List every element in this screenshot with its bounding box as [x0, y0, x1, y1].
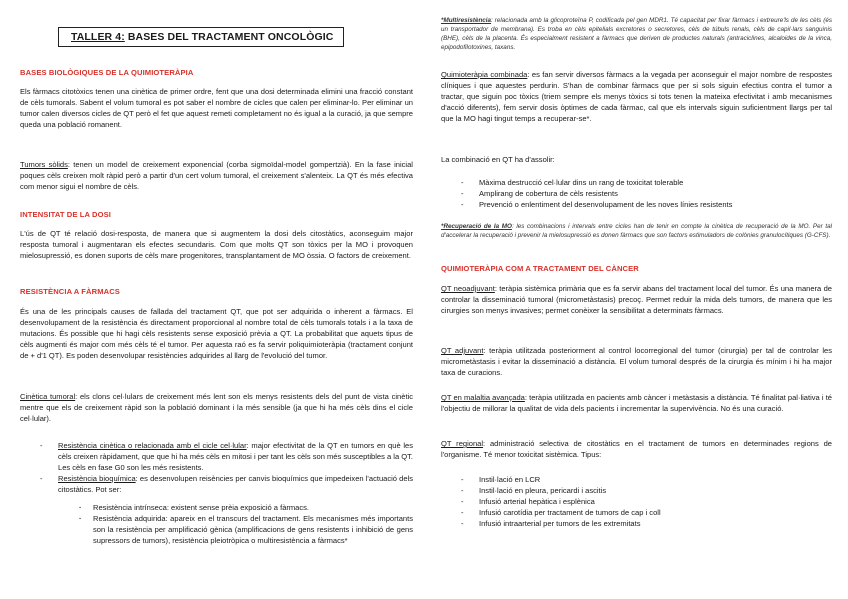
- resistance-paragraph-2-text: : els clons cel·lulars de creixement més lent son els menys resistents dels del punt de vista cinètic mentre que els de creixement ràpid son la població dominant i la més sensible (ja que hi ha més cèls dins el cicle cel·lular).: [20, 392, 413, 424]
- list-item-text: : es desenvolupen reisències per canvis bioquímics que impedeixen l'actuació dels citostàtics. Pot ser:: [58, 474, 413, 494]
- list-item: - Infusió carotídia per tractament de tumors de cap i coll: [479, 507, 832, 518]
- footnote-multiresistance: [441, 16, 832, 52]
- list-item: [58, 473, 413, 495]
- combination-intro: La combinació en QT ha d'assolir:: [441, 155, 555, 164]
- footnote-text: : les combinacions i intervals entre cicles han de tenir en compte la cinètica de recuperació de la MO. Per tal d'accelerar la recuperació i prevenir la mielosupressió es donen fàrmacs que son factors estimuladors de colònies granulocítiques (G-CFS).: [441, 223, 832, 240]
- section-heading-dose: INTENSITAT DE LA DOSI: [20, 210, 111, 219]
- regional-text: : administració selectiva de citostàtics en el tractament de tumors en determinades regions de l'organisme. Té menor toxicitat sistèmica. Tipus:: [441, 439, 833, 460]
- bases-paragraph-1: Els fàrmacs citotòxics tenen una cinètica de primer ordre, fent que una dosi determinada elimini una fracció constant de cèls tumorals. Sabent el volum tumoral es pot saber el nombre de cicles que calen per eliminar-lo. Per eliminar un tumor calen diversos cicles de QT però el fet que aquest remeti completament no és igual a la curació, ja que sempre queda una població romanent.: [20, 87, 413, 130]
- footnote-bone-marrow: [441, 222, 832, 240]
- adjuvant-paragraph: [441, 345, 832, 378]
- list-item: - Màxima destrucció cel·lular dins un rang de toxicitat tolerable: [479, 177, 832, 188]
- dose-paragraph: L'ús de QT té relació dosi-resposta, de manera que si augmentem la dosi dels citostàtics, aconseguim major resposta tumoral i augmentaran els efectes secundaris. Com que molts QT son tòxics per la MO i provoquen mielosupressió, es donen suports de cèls mare progenitores, transplantament de MO òssia. O factors de creixement.: [20, 229, 413, 261]
- section-heading-bases: BASES BIOLÒGIQUES DE LA QUIMIOTERÀPIA: [20, 68, 194, 77]
- list-item: - Amplirang de cobertura de cèls resistents: [479, 188, 832, 199]
- adjuvant-text: : teràpia utilitzada posteriorment al control locorregional del tumor (cirurgia) per tal de controlar les micrometàstasis i evitar la disseminació a distància. El volum tumoral després de la cirurgia és mínim i hi ha major taxa de curacions.: [441, 346, 832, 378]
- list-item: [58, 440, 413, 473]
- bases-paragraph-2-text: : tenen un model de creixement exponencial (corba sigmoïdal-model gompertzià). En la fase inicial poques cèls creixen molt ràpid però a partir d'un cert volum tumoral, el creixement s'alenteix. La QT és més efectiva com menor sigui el nombre de cèls.: [20, 160, 413, 192]
- page-title: [58, 27, 344, 47]
- list-item-term: Resistència cinètica o relacionada amb el cicle cel·lular: [58, 441, 247, 450]
- combined-chemo-text: : es fan servir diversos fàrmacs a la vegada per aconseguir el major nombre de respostes clíniques i que aquestes perdurin. S'han de combinar fàrmacs que per si sols siguin efectius contra el tumor a tractar, que siguin poc tòxics (triem sempre els menys tòxics si tots tenen la mateixa efectivitat i amb mecanismes d'acció diferents), fem servir dosis òptimes de cada fàrmac, cal que els intervals siguin suficientment llargs per tal que la MO hagi tingut temps a recuperar-se*.: [441, 70, 832, 124]
- combination-goals-list: [479, 177, 832, 210]
- term-adjuvant: QT adjuvant: [441, 346, 484, 355]
- footnote-term: *Recuperació de la MO: [441, 223, 512, 230]
- list-item-text: : major efectivitat de la QT en tumors en què les cèls creixen ràpidament, que que hi ha més cèls en mitosi i per tant les cèls son més susceptibles a la QT. Les cèls en fase G0 son les més resistents.: [58, 441, 413, 472]
- biochemical-resistance-sublist: [93, 502, 413, 546]
- advanced-disease-paragraph: [441, 392, 832, 414]
- term-neoadjuvant: QT neoadjuvant: [441, 284, 495, 293]
- term-tumor-kinetics: Cinètica tumoral: [20, 392, 76, 401]
- bases-paragraph-2: [20, 159, 413, 192]
- list-item-term: Resistència bioquímica: [58, 474, 136, 483]
- neoadjuvant-paragraph: [441, 283, 832, 316]
- advanced-disease-text: : teràpia utilitzada en pacients amb càncer i metàstasis a distància. Té finalitat pal·liativa i té l'objectiu de millorar la qualitat de vida dels pacients i incrementar la supervivència. No és una curació.: [441, 393, 832, 414]
- term-advanced-disease: QT en malaltia avançada: [441, 393, 525, 402]
- footnote-term: *Multiresistència: [441, 17, 492, 24]
- list-item: - Instil·lació en LCR: [479, 474, 832, 485]
- list-item: - Infusió arterial hepàtica i esplènica: [479, 496, 832, 507]
- term-combined-chemo: Quimioteràpia combinada: [441, 70, 528, 79]
- regional-types-list: [479, 474, 832, 529]
- list-item: - Infusió intraarterial per tumors de les extremitats: [479, 518, 832, 529]
- title-prefix: TALLER 4:: [71, 31, 125, 43]
- title-text: BASES DEL TRACTAMENT ONCOLÒGIC: [127, 31, 334, 43]
- resistance-paragraph-2: [20, 391, 413, 424]
- resistance-paragraph-1: És una de les principals causes de fallada del tractament QT, que pot ser adquirida o inherent a fàrmacs. El desenvolupament de la resistència és directament proporcional al nombre total de cèls tumorals totals i a la taxa de mutacions. És possible que hi hagi cèls resistents sense exposició prèvia a QT. La probabilitat que aquets tipus de cèls augmenti és major com més cèls té el tumor. Per aquesta raó es fa servir poliquimioteràpia (tractament conjunt de + d'1 QT). Es poden desenvolupar resistències adquirides al llarg de l'evolució del tumor.: [20, 307, 413, 361]
- resistance-types-list: [58, 440, 413, 495]
- neoadjuvant-text: : teràpia sistèmica primària que es fa servir abans del tractament local del tumor. És una manera de controlar la disseminació tumoral (micrometàstasis) precoç. Permet reduir la mida dels tumors, de manera que les cirurgies son menys invasives; permet conèixer la sensibilitat a determinats fàrmacs.: [441, 284, 832, 316]
- list-item: · Resistència intrínseca: existent sense prèia exposició a fàrmacs.: [93, 502, 413, 513]
- section-heading-treatment: QUIMIOTERÀPIA COM A TRACTAMENT DEL CÀNCER: [441, 264, 639, 273]
- list-item: - Instil·lació en pleura, pericardi i ascitis: [479, 485, 832, 496]
- list-item: - Prevenció o enlentiment del desenvolupament de les noves línies resistents: [479, 199, 832, 210]
- regional-chemo-paragraph: [441, 438, 832, 460]
- term-solid-tumors: Tumors sòlids: [20, 160, 68, 169]
- section-heading-resistance: RESISTÈNCIA A FÀRMACS: [20, 287, 120, 296]
- list-item: · Resistència adquirida: apareix en el transcurs del tractament. Els mecanismes més importants son la resistència per amplificació gènica (amplificacions de gens resistents i inhibició de gens supressors de tumors), resistència pleiotròpica o multiresistència a fàrmacs*: [93, 513, 413, 546]
- footnote-text: : relacionada amb la glicoproteïna P, codificada pel gen MDR1. Té capacitat per fixar fàrmacs i extreure'ls de les cèls (és un transportador de membrana). Es troba en cèls epitelials excretores o secretores, cèls de túbuls renals, cèls de capil·lars sanguinis (BHE), cèls de la placenta. És especialment resistent a fàrmacs que deriven de productes naturals (antraciclines, alcaloides de la vinca, epipodofilotoxines, taxans.: [441, 17, 832, 52]
- term-regional: QT regional: [441, 439, 484, 448]
- combined-chemo-paragraph: [441, 69, 832, 124]
